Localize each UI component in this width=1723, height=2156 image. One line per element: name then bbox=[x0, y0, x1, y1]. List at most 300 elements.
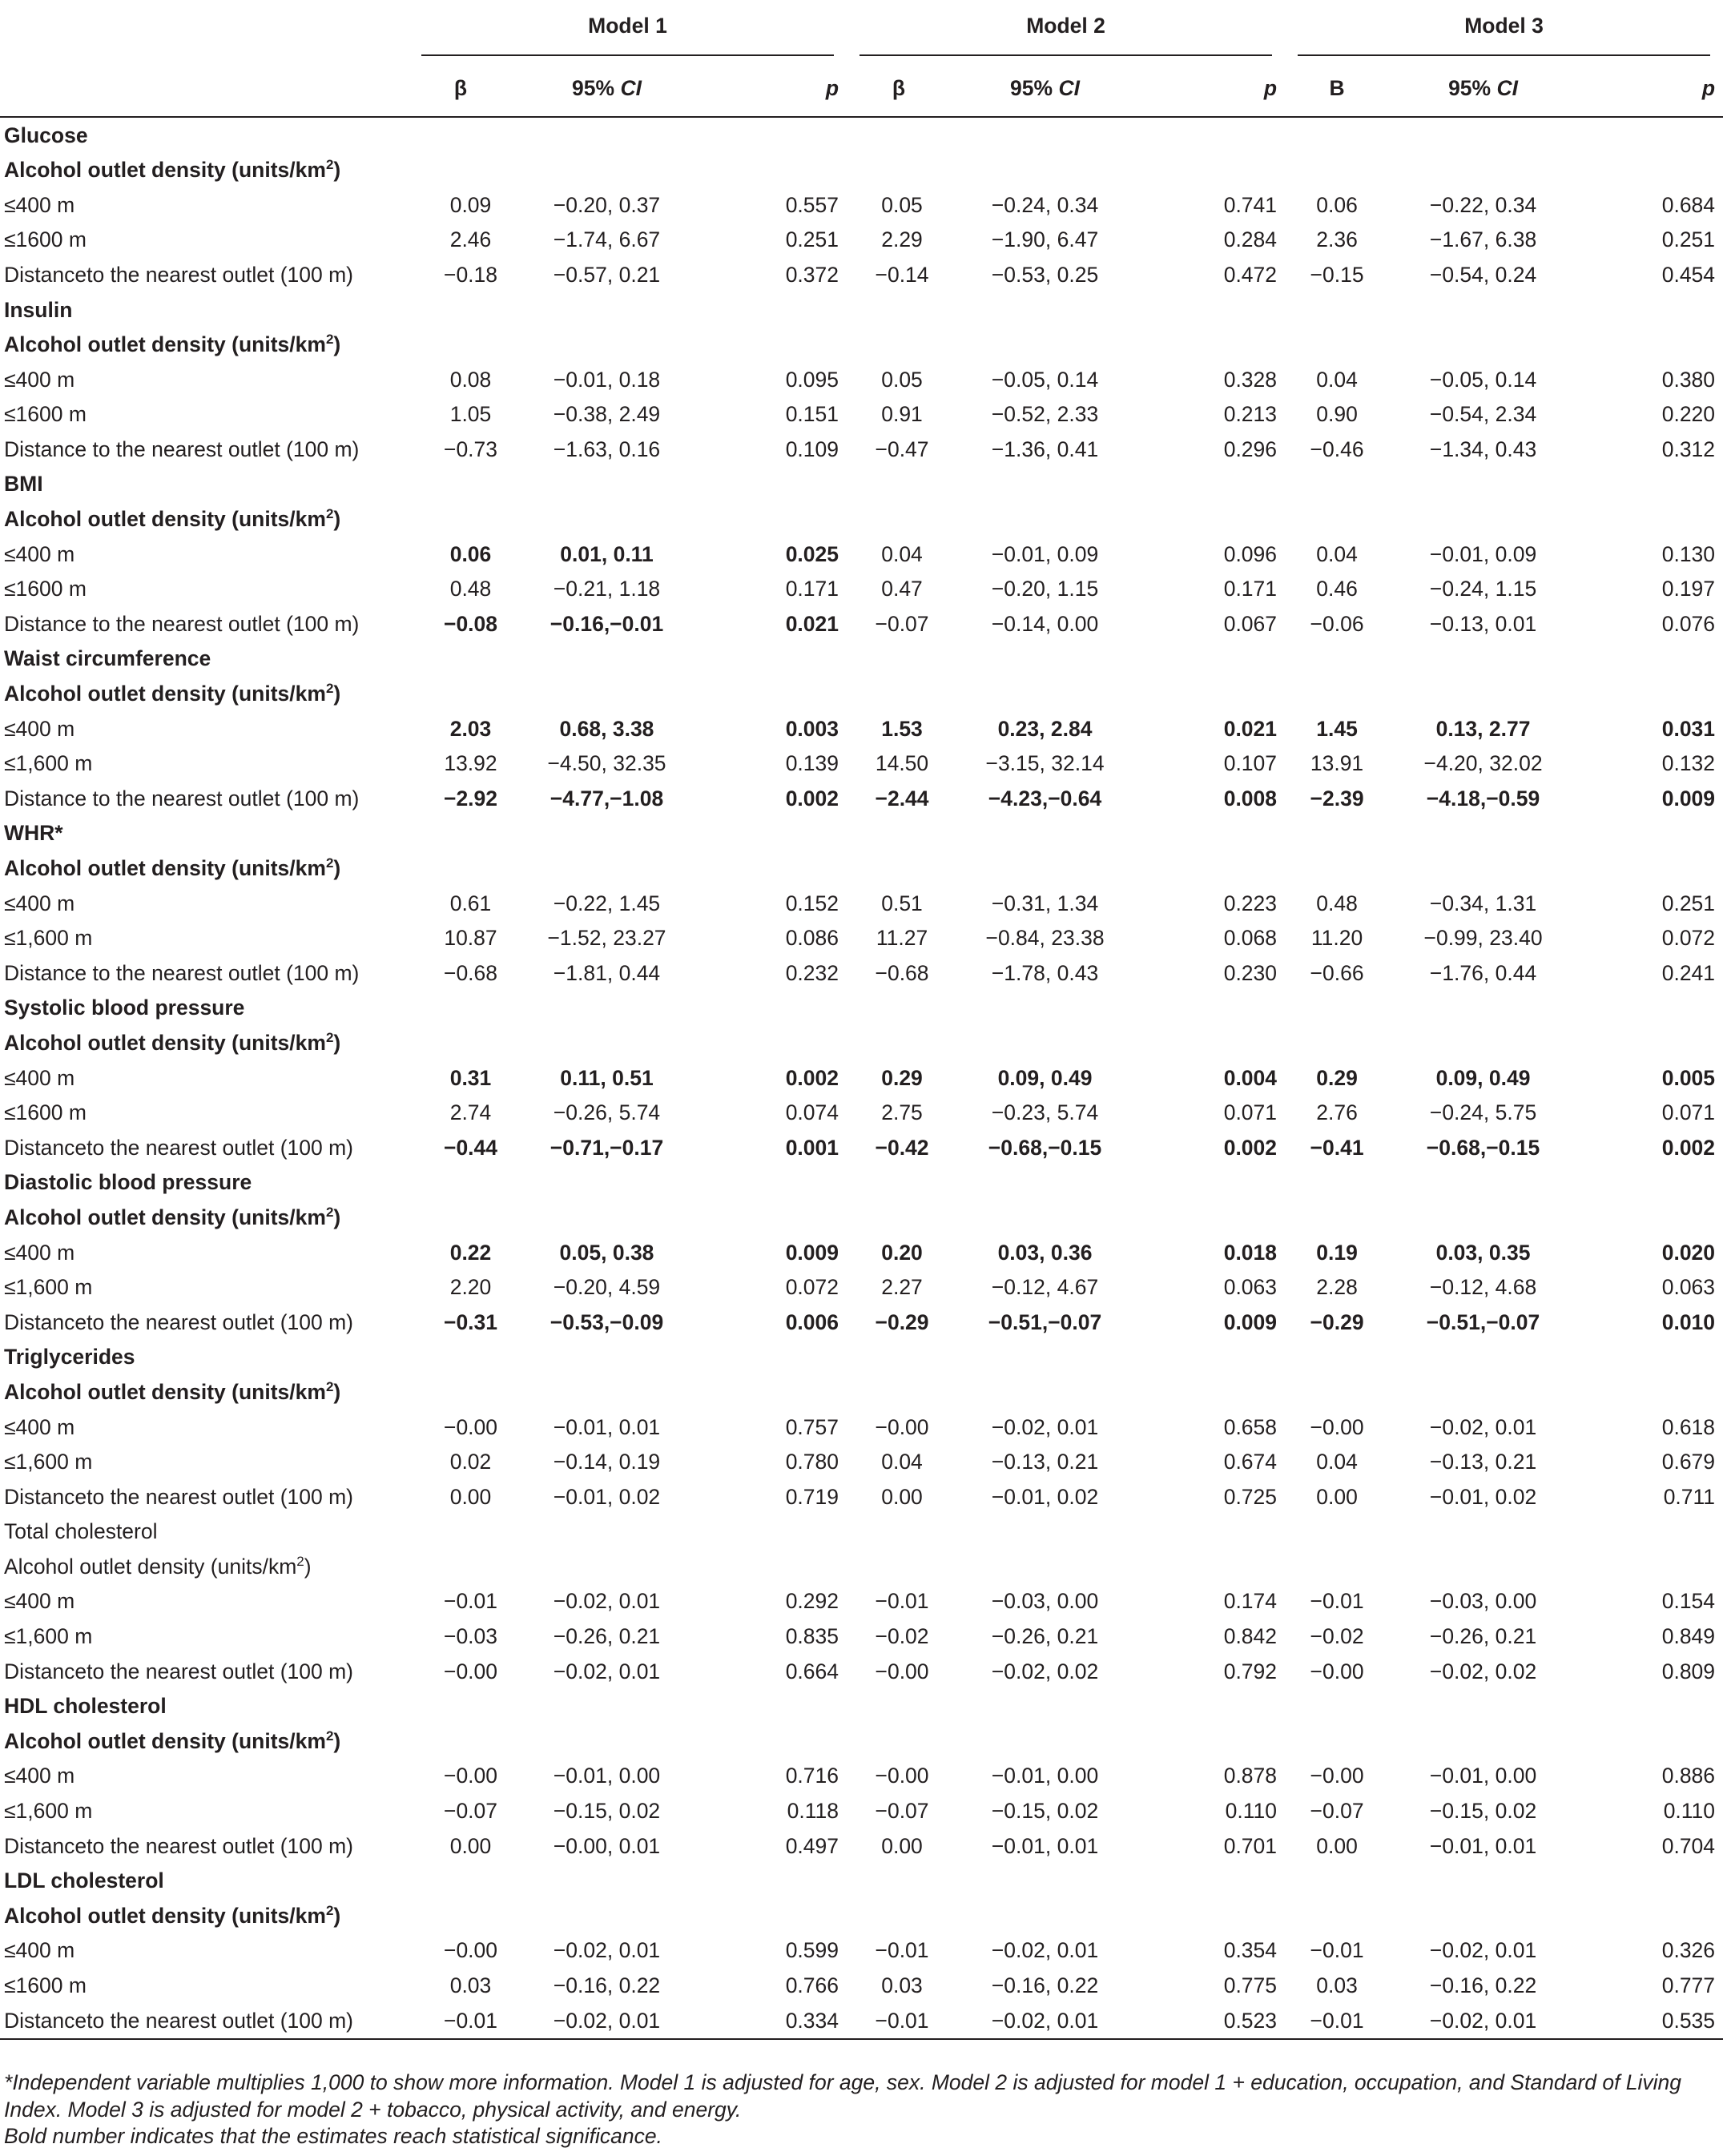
density-subheading-close: ) bbox=[333, 1728, 341, 1753]
beta-model-3: 0.03 bbox=[1316, 1973, 1358, 1998]
header-p-3: p bbox=[1577, 60, 1723, 117]
p-model-3: 0.071 bbox=[1661, 1100, 1716, 1125]
table-row bbox=[0, 1619, 1723, 1655]
ci-model-1: −0.26, 5.74 bbox=[553, 1100, 661, 1125]
p-model-1: 0.557 bbox=[785, 192, 839, 217]
ci-model-1: 0.01, 0.11 bbox=[560, 541, 654, 566]
section-title: Diastolic blood pressure bbox=[4, 1170, 252, 1195]
p-model-2: 0.725 bbox=[1223, 1484, 1278, 1509]
subheading-row bbox=[0, 1724, 1723, 1759]
table-row bbox=[0, 955, 1723, 991]
p-model-3: 0.684 bbox=[1661, 192, 1716, 217]
beta-model-1: −0.18 bbox=[443, 262, 498, 287]
ci-model-2: −0.01, 0.09 bbox=[991, 541, 1099, 566]
table-header bbox=[0, 0, 1723, 117]
density-subheading-close: ) bbox=[333, 856, 341, 881]
beta-model-3: −0.00 bbox=[1310, 1764, 1364, 1788]
section-row bbox=[0, 1689, 1723, 1724]
beta-model-2: −0.01 bbox=[875, 1589, 929, 1614]
beta-model-1: 0.03 bbox=[449, 1973, 492, 1998]
header-model-3: Model 3 bbox=[1285, 0, 1723, 60]
beta-model-2: 0.05 bbox=[881, 192, 923, 217]
beta-model-1: 2.74 bbox=[449, 1100, 492, 1125]
ci-model-3: −0.01, 0.01 bbox=[1429, 1833, 1537, 1858]
density-subheading bbox=[0, 1374, 1723, 1410]
ci-model-1: −1.81, 0.44 bbox=[553, 960, 661, 985]
beta-model-3: 0.00 bbox=[1316, 1484, 1358, 1509]
ci-model-1: −4.50, 32.35 bbox=[547, 751, 666, 776]
table-body bbox=[0, 117, 1723, 2039]
p-model-1: 0.109 bbox=[785, 436, 839, 461]
ci-model-2: −0.02, 0.01 bbox=[991, 1414, 1099, 1439]
ci-model-1: −0.16, 0.22 bbox=[553, 1973, 661, 1998]
ci-model-1: −1.52, 23.27 bbox=[547, 926, 666, 951]
beta-model-1: −0.44 bbox=[443, 1135, 498, 1160]
row-label: ≤400 m bbox=[4, 716, 75, 741]
p-model-3: 0.220 bbox=[1661, 402, 1716, 427]
ci-model-1: 0.68, 3.38 bbox=[559, 716, 654, 741]
beta-model-3: 0.04 bbox=[1316, 541, 1358, 566]
beta-model-2: −0.68 bbox=[875, 960, 929, 985]
beta-model-1: 0.08 bbox=[449, 367, 492, 392]
density-subheading-text: Alcohol outlet density (units/km bbox=[4, 158, 326, 183]
row-label: Distanceto the nearest outlet (100 m) bbox=[0, 2003, 409, 2039]
ci-model-3: −0.03, 0.00 bbox=[1429, 1589, 1537, 1614]
p-model-2: 0.068 bbox=[1223, 926, 1278, 951]
table-row bbox=[0, 1096, 1723, 1131]
ci-model-3: −0.99, 23.40 bbox=[1423, 926, 1543, 951]
beta-model-2: −0.07 bbox=[875, 611, 929, 636]
p-model-2: 0.213 bbox=[1223, 402, 1278, 427]
p-model-2: 0.004 bbox=[1223, 1065, 1278, 1090]
ci-model-1: −0.02, 0.01 bbox=[553, 1589, 661, 1614]
row-label: ≤400 m bbox=[4, 891, 75, 915]
p-model-3: 0.326 bbox=[1661, 1938, 1716, 1963]
density-subheading-sup: 2 bbox=[325, 855, 334, 871]
row-label: ≤1,600 m bbox=[4, 1799, 93, 1824]
ci-model-1: 0.11, 0.51 bbox=[560, 1065, 654, 1090]
beta-model-3: −0.01 bbox=[1285, 2003, 1389, 2039]
ci-model-2: −0.52, 2.33 bbox=[991, 402, 1099, 427]
beta-model-3: 0.46 bbox=[1316, 577, 1358, 601]
p-model-2: 0.792 bbox=[1223, 1659, 1278, 1683]
table-row bbox=[0, 1759, 1723, 1794]
beta-model-2: 0.29 bbox=[881, 1065, 923, 1090]
ci-model-3: −0.24, 1.15 bbox=[1429, 577, 1537, 601]
table-row bbox=[0, 2003, 1723, 2039]
section-row bbox=[0, 816, 1723, 851]
ci-model-3: −0.15, 0.02 bbox=[1429, 1799, 1537, 1824]
beta-model-2: −0.01 bbox=[847, 2003, 951, 2039]
p-model-1: 0.001 bbox=[785, 1135, 839, 1160]
header-beta-2: β bbox=[847, 60, 951, 117]
density-subheading-text: Alcohol outlet density (units/km bbox=[4, 1205, 326, 1229]
ci-model-1: −0.01, 0.01 bbox=[553, 1414, 661, 1439]
p-model-3: 0.711 bbox=[1663, 1484, 1716, 1509]
p-model-3: 0.454 bbox=[1661, 262, 1716, 287]
p-model-1: 0.009 bbox=[785, 1240, 839, 1265]
section-row bbox=[0, 1340, 1723, 1375]
p-model-3: 0.002 bbox=[1661, 1135, 1716, 1160]
beta-model-2: 0.00 bbox=[881, 1833, 923, 1858]
row-label: ≤400 m bbox=[4, 1414, 75, 1439]
beta-model-2: 14.50 bbox=[875, 751, 929, 776]
p-model-3: 0.312 bbox=[1661, 436, 1716, 461]
ci-model-1: −0.00, 0.01 bbox=[553, 1833, 661, 1858]
section-title: WHR* bbox=[4, 821, 63, 846]
footnote-adjustment: *Independent variable multiplies 1,000 to show more information. Model 1 is adjusted for age, sex. Model 2 is adjusted for model 1 + education, occupation, and Standard of Living Index. Model 3 is adjusted for model 2 + tobacco, physical activity, and energy. bbox=[4, 2070, 1682, 2122]
beta-model-3: −0.66 bbox=[1310, 960, 1364, 985]
section-row bbox=[0, 1514, 1723, 1550]
density-subheading bbox=[0, 1549, 1723, 1584]
row-label: ≤1600 m bbox=[4, 227, 87, 252]
beta-model-1: 0.00 bbox=[449, 1833, 492, 1858]
section-row bbox=[0, 991, 1723, 1026]
beta-model-1: −0.68 bbox=[443, 960, 498, 985]
ci-model-3: 0.09, 0.49 bbox=[1435, 1065, 1531, 1090]
ci-model-2: −0.02, 0.01 bbox=[951, 2003, 1139, 2039]
beta-model-3: 0.00 bbox=[1316, 1833, 1358, 1858]
p-model-1: 0.664 bbox=[785, 1659, 839, 1683]
density-subheading-sup: 2 bbox=[325, 506, 334, 522]
beta-model-3: −0.06 bbox=[1310, 611, 1364, 636]
row-label: ≤1,600 m bbox=[4, 1450, 93, 1474]
p-model-3: 0.251 bbox=[1661, 227, 1716, 252]
subheading-row bbox=[0, 153, 1723, 188]
section-row bbox=[0, 292, 1723, 328]
density-subheading-text: Alcohol outlet density (units/km bbox=[4, 332, 326, 357]
beta-model-2: 0.00 bbox=[881, 1484, 923, 1509]
beta-model-2: 0.91 bbox=[881, 402, 923, 427]
row-label: Distance to the nearest outlet (100 m) bbox=[4, 436, 360, 461]
density-subheading-close: ) bbox=[333, 682, 341, 706]
ci-model-2: −1.90, 6.47 bbox=[991, 227, 1099, 252]
row-label: Distanceto the nearest outlet (100 m) bbox=[4, 1135, 354, 1160]
p-model-1: 0.780 bbox=[785, 1450, 839, 1474]
ci-model-2: 0.03, 0.36 bbox=[997, 1240, 1093, 1265]
row-label: Distanceto the nearest outlet (100 m) bbox=[4, 1309, 354, 1334]
ci-model-1: −0.15, 0.02 bbox=[553, 1799, 661, 1824]
p-model-2: 0.328 bbox=[1223, 367, 1278, 392]
p-model-2: 0.701 bbox=[1223, 1833, 1278, 1858]
beta-model-2: −0.01 bbox=[875, 1938, 929, 1963]
beta-model-1: 0.61 bbox=[449, 891, 492, 915]
ci-model-2: −0.31, 1.34 bbox=[991, 891, 1099, 915]
p-model-1: 0.086 bbox=[785, 926, 839, 951]
density-subheading-text: Alcohol outlet density (units/km bbox=[4, 682, 326, 706]
ci-model-1: −0.57, 0.21 bbox=[553, 262, 661, 287]
beta-model-1: −0.08 bbox=[443, 611, 498, 636]
p-model-3: 0.031 bbox=[1661, 716, 1716, 741]
density-subheading-text: Alcohol outlet density (units/km bbox=[4, 1903, 326, 1928]
table-row bbox=[0, 1060, 1723, 1096]
ci-model-1: −0.02, 0.01 bbox=[553, 1659, 661, 1683]
section-title: Triglycerides bbox=[4, 1345, 135, 1370]
ci-model-3: −0.54, 0.24 bbox=[1429, 262, 1537, 287]
beta-model-3: −0.41 bbox=[1310, 1135, 1364, 1160]
table-row bbox=[0, 1445, 1723, 1480]
section-title: Waist circumference bbox=[4, 646, 211, 671]
subheading-row bbox=[0, 1374, 1723, 1410]
p-model-1: 0.835 bbox=[785, 1624, 839, 1649]
header-blank-sub bbox=[0, 60, 409, 117]
density-subheading bbox=[0, 851, 1723, 886]
beta-model-2: 11.27 bbox=[876, 926, 928, 951]
p-model-3: 0.809 bbox=[1661, 1659, 1716, 1683]
p-model-3: 0.679 bbox=[1661, 1450, 1716, 1474]
beta-model-2: −0.47 bbox=[875, 436, 929, 461]
ci-model-2: −1.36, 0.41 bbox=[991, 436, 1099, 461]
section-title: BMI bbox=[4, 472, 43, 497]
header-model-1: Model 1 bbox=[409, 0, 847, 60]
ci-model-2: −3.15, 32.14 bbox=[985, 751, 1105, 776]
table-row bbox=[0, 1410, 1723, 1445]
row-label: ≤1,600 m bbox=[4, 1624, 93, 1649]
table-row bbox=[0, 1828, 1723, 1864]
p-model-3: 0.535 bbox=[1577, 2003, 1723, 2039]
p-model-3: 0.130 bbox=[1661, 541, 1716, 566]
p-model-1: 0.372 bbox=[785, 262, 839, 287]
p-model-1: 0.766 bbox=[785, 1973, 839, 1998]
ci-model-3: −1.34, 0.43 bbox=[1429, 436, 1537, 461]
row-label: ≤400 m bbox=[4, 541, 75, 566]
beta-model-1: 0.48 bbox=[449, 577, 492, 601]
density-subheading-sup: 2 bbox=[325, 1379, 334, 1395]
row-label: ≤400 m bbox=[4, 1589, 75, 1614]
section-title: Total cholesterol bbox=[4, 1519, 158, 1544]
table-footnote bbox=[4, 2070, 1690, 2150]
p-model-1: 0.021 bbox=[785, 611, 839, 636]
ci-model-2: −0.02, 0.02 bbox=[991, 1659, 1099, 1683]
ci-model-3: −4.20, 32.02 bbox=[1423, 751, 1543, 776]
p-model-2: 0.018 bbox=[1223, 1240, 1278, 1265]
beta-model-3: 2.36 bbox=[1316, 227, 1358, 252]
row-label: Distance to the nearest outlet (100 m) bbox=[4, 611, 360, 636]
table-row bbox=[0, 921, 1723, 956]
subheading-row bbox=[0, 677, 1723, 712]
beta-model-2: 0.51 bbox=[881, 891, 923, 915]
beta-model-1: −0.73 bbox=[443, 436, 498, 461]
ci-model-3: −0.05, 0.14 bbox=[1429, 367, 1537, 392]
table-row bbox=[0, 1654, 1723, 1689]
beta-model-3: 11.20 bbox=[1310, 926, 1363, 951]
ci-model-2: −0.24, 0.34 bbox=[991, 192, 1099, 217]
row-label: Distance to the nearest outlet (100 m) bbox=[4, 786, 360, 811]
header-ci-1: 95% CI bbox=[513, 60, 701, 117]
table-row bbox=[0, 257, 1723, 292]
beta-model-1: −0.31 bbox=[443, 1309, 498, 1334]
beta-model-1: −0.01 bbox=[443, 1589, 498, 1614]
beta-model-1: 1.05 bbox=[449, 402, 492, 427]
ci-model-1: −0.01, 0.02 bbox=[553, 1484, 661, 1509]
row-label: ≤1600 m bbox=[4, 402, 87, 427]
section-title: LDL cholesterol bbox=[4, 1868, 164, 1893]
p-model-1: 0.152 bbox=[785, 891, 839, 915]
p-model-1: 0.292 bbox=[785, 1589, 839, 1614]
p-model-1: 0.719 bbox=[785, 1484, 839, 1509]
p-model-2: 0.096 bbox=[1223, 541, 1278, 566]
header-p-1: p bbox=[701, 60, 847, 117]
p-model-1: 0.072 bbox=[785, 1275, 839, 1300]
section-title: Glucose bbox=[4, 123, 88, 147]
beta-model-3: −2.39 bbox=[1310, 786, 1364, 811]
p-model-1: 0.171 bbox=[785, 577, 839, 601]
beta-model-2: 0.47 bbox=[881, 577, 923, 601]
beta-model-1: −0.01 bbox=[409, 2003, 513, 2039]
density-subheading-sup: 2 bbox=[325, 1205, 334, 1221]
row-label: ≤400 m bbox=[4, 1938, 75, 1963]
p-model-3: 0.132 bbox=[1661, 751, 1716, 776]
ci-model-1: −1.74, 6.67 bbox=[553, 227, 661, 252]
subheading-row bbox=[0, 1025, 1723, 1060]
row-label: Distance to the nearest outlet (100 m) bbox=[4, 960, 360, 985]
p-model-2: 0.741 bbox=[1223, 192, 1278, 217]
p-model-3: 0.241 bbox=[1661, 960, 1716, 985]
ci-model-2: −0.12, 4.67 bbox=[991, 1275, 1099, 1300]
p-model-3: 0.020 bbox=[1661, 1240, 1716, 1265]
density-subheading bbox=[0, 1724, 1723, 1759]
p-model-3: 0.618 bbox=[1661, 1414, 1716, 1439]
ci-model-3: −0.01, 0.09 bbox=[1429, 541, 1537, 566]
beta-model-3: 0.19 bbox=[1316, 1240, 1358, 1265]
density-subheading-text: Alcohol outlet density (units/km bbox=[4, 1728, 326, 1753]
ci-model-3: −0.34, 1.31 bbox=[1429, 891, 1537, 915]
ci-model-1: −0.14, 0.19 bbox=[553, 1450, 661, 1474]
ci-model-3: −0.01, 0.00 bbox=[1429, 1764, 1537, 1788]
p-model-1: 0.232 bbox=[785, 960, 839, 985]
table-row bbox=[0, 1479, 1723, 1514]
ci-model-2: −0.53, 0.25 bbox=[991, 262, 1099, 287]
ci-model-1: −0.21, 1.18 bbox=[553, 577, 661, 601]
header-blank bbox=[0, 0, 409, 60]
subheading-row bbox=[0, 1549, 1723, 1584]
p-model-3: 0.251 bbox=[1661, 891, 1716, 915]
ci-model-1: −0.01, 0.18 bbox=[553, 367, 661, 392]
beta-model-3: 0.48 bbox=[1316, 891, 1358, 915]
beta-model-2: 2.75 bbox=[881, 1100, 923, 1125]
header-ci-3: 95% CI bbox=[1389, 60, 1577, 117]
ci-model-2: 0.09, 0.49 bbox=[997, 1065, 1093, 1090]
ci-model-3: −0.02, 0.01 bbox=[1389, 2003, 1577, 2039]
table-row bbox=[0, 537, 1723, 572]
density-subheading-close: ) bbox=[333, 1903, 341, 1928]
p-model-2: 0.107 bbox=[1223, 751, 1278, 776]
row-label: ≤400 m bbox=[4, 192, 75, 217]
ci-model-1: −0.38, 2.49 bbox=[553, 402, 661, 427]
table-row bbox=[0, 781, 1723, 816]
p-model-3: 0.380 bbox=[1661, 367, 1716, 392]
density-subheading-close: ) bbox=[333, 1205, 341, 1229]
p-model-1: 0.118 bbox=[787, 1799, 839, 1824]
subheading-row bbox=[0, 1898, 1723, 1933]
beta-model-1: −0.00 bbox=[443, 1938, 498, 1963]
ci-model-3: 0.03, 0.35 bbox=[1435, 1240, 1531, 1265]
header-ci-2: 95% CI bbox=[951, 60, 1139, 117]
subheading-row bbox=[0, 328, 1723, 363]
ci-model-2: −0.68,−0.15 bbox=[988, 1135, 1102, 1160]
table-row bbox=[0, 746, 1723, 782]
beta-model-1: 0.06 bbox=[449, 541, 492, 566]
ci-model-1: −0.02, 0.01 bbox=[513, 2003, 701, 2039]
ci-model-3: −0.02, 0.01 bbox=[1429, 1938, 1537, 1963]
ci-model-2: −0.20, 1.15 bbox=[991, 577, 1099, 601]
p-model-2: 0.472 bbox=[1223, 262, 1278, 287]
ci-model-3: −0.68,−0.15 bbox=[1426, 1135, 1540, 1160]
ci-model-2: −0.14, 0.00 bbox=[991, 611, 1099, 636]
p-model-1: 0.006 bbox=[785, 1309, 839, 1334]
beta-model-1: 10.87 bbox=[444, 926, 497, 951]
row-label: ≤400 m bbox=[4, 367, 75, 392]
beta-model-3: −0.01 bbox=[1310, 1589, 1364, 1614]
ci-model-3: −0.54, 2.34 bbox=[1429, 402, 1537, 427]
density-subheading bbox=[0, 1025, 1723, 1060]
p-model-2: 0.009 bbox=[1223, 1309, 1278, 1334]
table-row bbox=[0, 1933, 1723, 1969]
beta-model-2: −0.29 bbox=[875, 1309, 929, 1334]
p-model-2: 0.174 bbox=[1223, 1589, 1278, 1614]
beta-model-3: 0.04 bbox=[1316, 367, 1358, 392]
row-label: ≤1,600 m bbox=[4, 751, 93, 776]
ci-model-1: −0.02, 0.01 bbox=[553, 1938, 661, 1963]
p-model-2: 0.878 bbox=[1223, 1764, 1278, 1788]
row-label: ≤400 m bbox=[4, 1764, 75, 1788]
beta-model-2: −0.42 bbox=[875, 1135, 929, 1160]
ci-model-2: −0.84, 23.38 bbox=[985, 926, 1105, 951]
beta-model-3: −0.01 bbox=[1310, 1938, 1364, 1963]
table-row bbox=[0, 223, 1723, 258]
row-label: ≤1,600 m bbox=[4, 1275, 93, 1300]
beta-model-1: 2.03 bbox=[449, 716, 492, 741]
table-row bbox=[0, 572, 1723, 607]
density-subheading bbox=[0, 153, 1723, 188]
ci-model-3: 0.13, 2.77 bbox=[1435, 716, 1531, 741]
ci-model-1: −0.16,−0.01 bbox=[550, 611, 664, 636]
density-subheading-close: ) bbox=[333, 1379, 341, 1404]
density-subheading-text: Alcohol outlet density (units/km bbox=[4, 507, 326, 532]
p-model-2: 0.842 bbox=[1223, 1624, 1278, 1649]
ci-model-3: −0.26, 0.21 bbox=[1429, 1624, 1537, 1649]
p-model-3: 0.005 bbox=[1661, 1065, 1716, 1090]
row-label: ≤1600 m bbox=[4, 577, 87, 601]
ci-model-1: −0.26, 0.21 bbox=[553, 1624, 661, 1649]
beta-model-2: −2.44 bbox=[875, 786, 929, 811]
table-row bbox=[0, 432, 1723, 467]
p-model-2: 0.067 bbox=[1223, 611, 1278, 636]
p-model-2: 0.296 bbox=[1223, 436, 1278, 461]
p-model-1: 0.074 bbox=[785, 1100, 839, 1125]
p-model-3: 0.197 bbox=[1661, 577, 1716, 601]
density-subheading-close: ) bbox=[333, 1030, 341, 1055]
table-row bbox=[0, 711, 1723, 746]
beta-model-2: 0.20 bbox=[881, 1240, 923, 1265]
p-model-2: 0.674 bbox=[1223, 1450, 1278, 1474]
density-subheading-close: ) bbox=[333, 332, 341, 357]
beta-model-2: −0.02 bbox=[875, 1624, 929, 1649]
density-subheading-close: ) bbox=[333, 507, 341, 532]
beta-model-3: 1.45 bbox=[1316, 716, 1358, 741]
ci-model-3: −0.22, 0.34 bbox=[1429, 192, 1537, 217]
table-row bbox=[0, 1270, 1723, 1305]
ci-model-2: −0.15, 0.02 bbox=[991, 1799, 1099, 1824]
beta-model-2: −0.07 bbox=[875, 1799, 929, 1824]
p-model-1: 0.095 bbox=[785, 367, 839, 392]
table-row bbox=[0, 362, 1723, 397]
density-subheading bbox=[0, 677, 1723, 712]
header-beta-1: β bbox=[409, 60, 513, 117]
beta-model-2: −0.00 bbox=[875, 1414, 929, 1439]
beta-model-3: −0.00 bbox=[1310, 1414, 1364, 1439]
beta-model-1: −0.00 bbox=[443, 1764, 498, 1788]
